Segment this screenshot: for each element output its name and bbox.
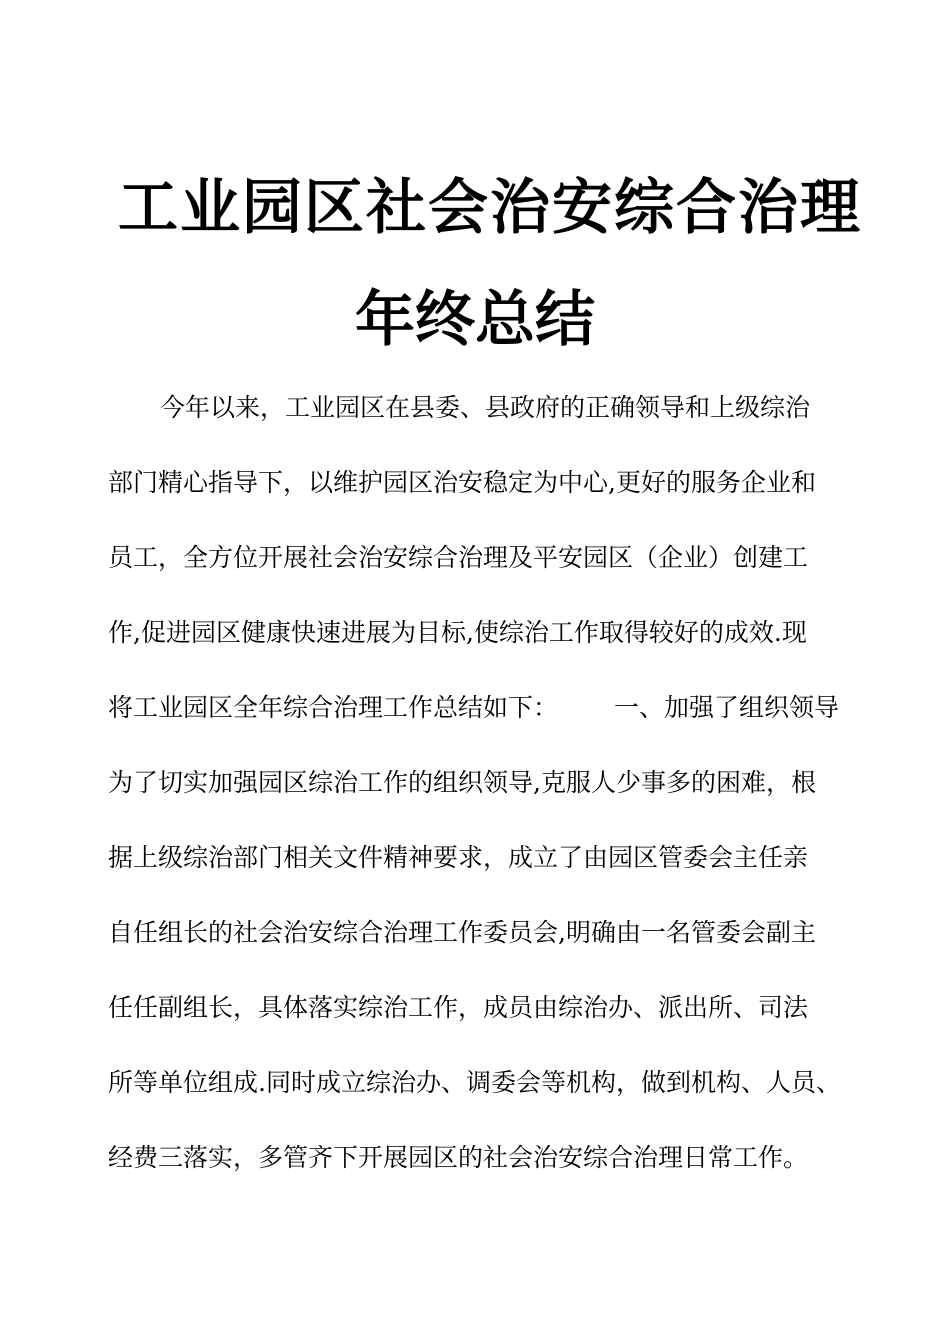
paragraph-line-1: 今年以来，工业园区在县委、县政府的正确领导和上级综治 — [160, 393, 811, 422]
document-title-line-1: 工业园区社会治安综合治理 — [118, 173, 862, 244]
paragraph-line-2: 部门精心指导下，以维护园区治安稳定为中心,更好的服务企业和 — [108, 468, 816, 497]
paragraph-line-10: 所等单位组成.同时成立综治办、调委会等机构，做到机构、人员、 — [108, 1068, 841, 1097]
paragraph-line-11: 经费三落实，多管齐下开展园区的社会治安综合治理日常工作。 — [108, 1143, 809, 1172]
paragraph-line-6: 为了切实加强园区综治工作的组织领导,克服人少事多的困难，根 — [108, 768, 816, 797]
paragraph-line-5 — [108, 695, 839, 720]
paragraph-line-4: 作,促进园区健康快速进展为目标,使综治工作取得较好的成效.现 — [108, 618, 807, 647]
paragraph-line-7: 据上级综治部门相关文件精神要求，成立了由园区管委会主任亲 — [108, 843, 809, 872]
paragraph-line-8: 自任组长的社会治安综合治理工作委员会,明确由一名管委会副主 — [108, 918, 816, 947]
paragraph-line-9: 任任副组长，具体落实综治工作，成员由综治办、派出所、司法 — [108, 993, 809, 1022]
section-heading: 一、加强了组织领导 — [614, 693, 840, 722]
document-title-line-2: 年终总结 — [355, 285, 595, 356]
paragraph-line-5-text: 将工业园区全年综合治理工作总结如下： — [108, 693, 559, 722]
paragraph-line-3: 员工，全方位开展社会治安综合治理及平安园区（企业）创建工 — [108, 543, 809, 572]
